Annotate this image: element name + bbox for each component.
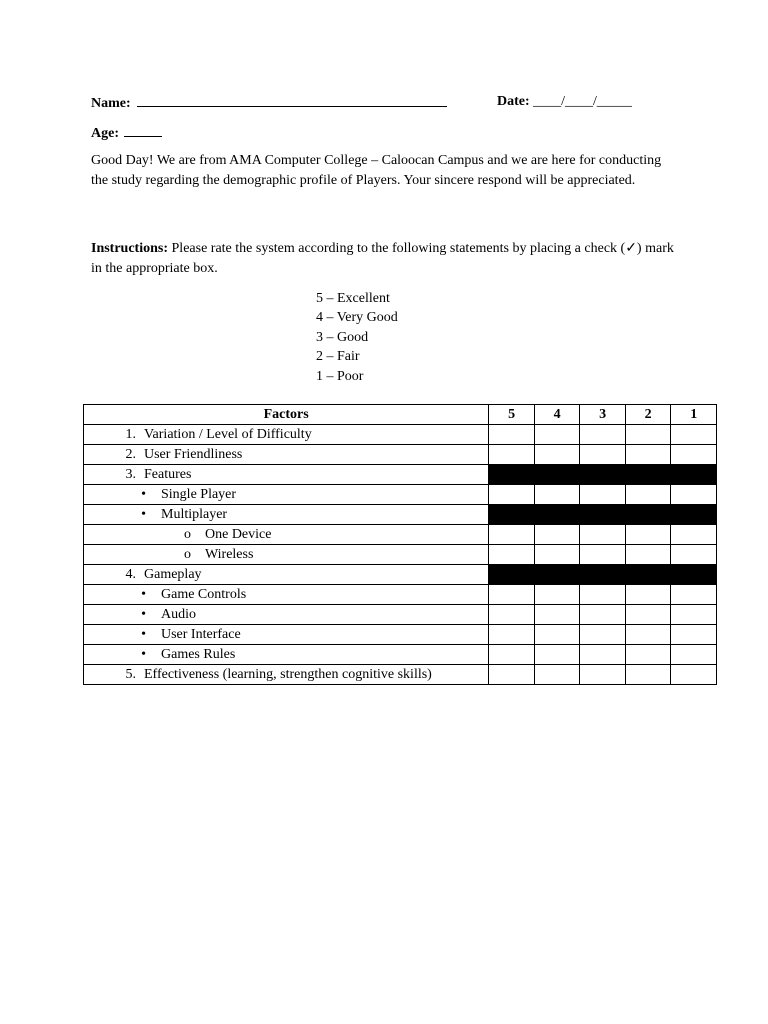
table-row (84, 465, 717, 485)
factor-label: Wireless (205, 546, 254, 562)
factor-cell (84, 465, 489, 485)
rating-checkbox-cell[interactable] (625, 425, 671, 445)
rating-checkbox-cell[interactable] (489, 585, 535, 605)
rating-checkbox-cell[interactable] (671, 445, 717, 465)
factor-marker: • (141, 646, 146, 662)
filled-cell (625, 505, 671, 525)
filled-cell (625, 465, 671, 485)
rating-checkbox-cell[interactable] (625, 605, 671, 625)
factor-marker: o (184, 526, 191, 542)
header-factors: Factors (84, 405, 489, 425)
instructions-label: Instructions: (91, 241, 169, 256)
table-row (84, 665, 717, 685)
factor-cell (84, 445, 489, 465)
name-blank[interactable] (137, 94, 447, 107)
rating-checkbox-cell[interactable] (534, 445, 580, 465)
factor-label: Game Controls (161, 586, 247, 602)
rating-checkbox-cell[interactable] (625, 545, 671, 565)
factor-label: Multiplayer (161, 506, 228, 522)
factor-marker: 2. (125, 446, 136, 462)
rating-checkbox-cell[interactable] (534, 545, 580, 565)
factor-label: Single Player (161, 486, 237, 502)
rating-checkbox-cell[interactable] (671, 665, 717, 685)
rating-checkbox-cell[interactable] (489, 425, 535, 445)
factor-cell (84, 625, 489, 645)
rating-checkbox-cell[interactable] (534, 525, 580, 545)
table-row (84, 445, 717, 465)
rating-checkbox-cell[interactable] (671, 605, 717, 625)
scale-item: 2 – Fair (316, 349, 360, 365)
rating-checkbox-cell[interactable] (534, 625, 580, 645)
header-4: 4 (534, 405, 580, 425)
factor-marker: • (141, 506, 146, 522)
intro-paragraph: Good Day! We are from AMA Computer College – Caloocan Campus and we are here for conducting the study regarding the demographic profile of Players. Your sincere respond will be appreciated. (91, 153, 662, 188)
factor-label: Gameplay (144, 566, 202, 582)
rating-checkbox-cell[interactable] (671, 425, 717, 445)
filled-cell (534, 465, 580, 485)
table-row (84, 645, 717, 665)
rating-checkbox-cell[interactable] (489, 545, 535, 565)
filled-cell (489, 465, 535, 485)
rating-checkbox-cell[interactable] (580, 665, 626, 685)
rating-checkbox-cell[interactable] (580, 425, 626, 445)
table-row (84, 565, 717, 585)
factor-marker: • (141, 586, 146, 602)
factor-marker: 3. (125, 466, 136, 482)
rating-checkbox-cell[interactable] (671, 525, 717, 545)
rating-checkbox-cell[interactable] (671, 545, 717, 565)
rating-checkbox-cell[interactable] (625, 585, 671, 605)
table-row (84, 505, 717, 525)
date-label: Date: (497, 94, 530, 109)
factor-cell (84, 565, 489, 585)
table-row (84, 585, 717, 605)
filled-cell (489, 505, 535, 525)
filled-cell (580, 505, 626, 525)
factor-label: Audio (161, 606, 196, 622)
rating-checkbox-cell[interactable] (625, 485, 671, 505)
rating-scale (316, 289, 398, 386)
factor-cell (84, 425, 489, 445)
rating-checkbox-cell[interactable] (580, 525, 626, 545)
rating-checkbox-cell[interactable] (580, 625, 626, 645)
rating-checkbox-cell[interactable] (534, 485, 580, 505)
filled-cell (534, 505, 580, 525)
rating-checkbox-cell[interactable] (489, 605, 535, 625)
scale-item: 5 – Excellent (316, 291, 390, 306)
table-row (84, 625, 717, 645)
factor-cell (84, 525, 489, 545)
factor-marker: 1. (125, 426, 136, 442)
rating-checkbox-cell[interactable] (625, 665, 671, 685)
rating-checkbox-cell[interactable] (580, 445, 626, 465)
rating-checkbox-cell[interactable] (625, 445, 671, 465)
rating-checkbox-cell[interactable] (489, 645, 535, 665)
table-row (84, 545, 717, 565)
header-5: 5 (489, 405, 535, 425)
name-line (91, 94, 447, 112)
table-header-row (84, 405, 717, 425)
table-row (84, 425, 717, 445)
factor-label: Variation / Level of Difficulty (144, 426, 312, 442)
rating-checkbox-cell[interactable] (489, 665, 535, 685)
factor-cell (84, 645, 489, 665)
factor-marker: • (141, 606, 146, 622)
rating-table (83, 404, 717, 685)
factor-label: One Device (205, 526, 272, 542)
rating-checkbox-cell[interactable] (534, 605, 580, 625)
factor-cell (84, 585, 489, 605)
age-blank[interactable] (124, 124, 162, 137)
age-label: Age: (91, 126, 119, 141)
date-line (497, 94, 632, 110)
rating-checkbox-cell[interactable] (580, 605, 626, 625)
age-line (91, 124, 162, 142)
rating-checkbox-cell[interactable] (671, 625, 717, 645)
filled-cell (625, 565, 671, 585)
factor-label: User Interface (161, 626, 241, 642)
instructions-paragraph (91, 239, 681, 279)
filled-cell (580, 465, 626, 485)
date-blank[interactable]: ____/____/_____ (533, 94, 632, 109)
table-row (84, 525, 717, 545)
scale-item: 1 – Poor (316, 368, 364, 384)
factor-cell (84, 605, 489, 625)
rating-checkbox-cell[interactable] (534, 645, 580, 665)
rating-checkbox-cell[interactable] (625, 525, 671, 545)
factor-label: Features (144, 466, 192, 482)
factor-cell (84, 485, 489, 505)
factor-label: Games Rules (161, 646, 236, 662)
rating-checkbox-cell[interactable] (671, 585, 717, 605)
rating-checkbox-cell[interactable] (580, 545, 626, 565)
rating-checkbox-cell[interactable] (534, 665, 580, 685)
filled-cell (489, 565, 535, 585)
rating-checkbox-cell[interactable] (489, 485, 535, 505)
filled-cell (671, 565, 717, 585)
rating-checkbox-cell[interactable] (671, 485, 717, 505)
rating-checkbox-cell[interactable] (625, 625, 671, 645)
rating-checkbox-cell[interactable] (671, 645, 717, 665)
rating-checkbox-cell[interactable] (580, 645, 626, 665)
table-row (84, 485, 717, 505)
filled-cell (534, 565, 580, 585)
rating-checkbox-cell[interactable] (534, 425, 580, 445)
table-body (84, 425, 717, 685)
name-label: Name: (91, 96, 131, 111)
table-row (84, 605, 717, 625)
rating-checkbox-cell[interactable] (580, 585, 626, 605)
factor-marker: • (141, 626, 146, 642)
factor-label: Effectiveness (learning, strengthen cognitive skills) (144, 666, 432, 682)
factor-marker: • (141, 486, 146, 502)
filled-cell (671, 465, 717, 485)
factor-cell (84, 545, 489, 565)
factor-cell (84, 665, 489, 685)
header-1: 1 (671, 405, 717, 425)
factor-label: User Friendliness (144, 446, 243, 462)
rating-checkbox-cell[interactable] (580, 485, 626, 505)
factor-marker: 5. (125, 666, 136, 682)
factor-cell (84, 505, 489, 525)
rating-checkbox-cell[interactable] (625, 645, 671, 665)
header-2: 2 (625, 405, 671, 425)
rating-checkbox-cell[interactable] (489, 525, 535, 545)
scale-item: 4 – Very Good (316, 310, 398, 326)
scale-item: 3 – Good (316, 329, 369, 345)
rating-checkbox-cell[interactable] (489, 445, 535, 465)
rating-checkbox-cell[interactable] (534, 585, 580, 605)
filled-cell (671, 505, 717, 525)
factor-marker: 4. (125, 566, 136, 582)
rating-checkbox-cell[interactable] (489, 625, 535, 645)
factor-marker: o (184, 546, 191, 562)
filled-cell (580, 565, 626, 585)
header-3: 3 (580, 405, 626, 425)
instructions-text: Please rate the system according to the following statements by placing a check (✓) mark in the appropriate box. (91, 241, 674, 276)
